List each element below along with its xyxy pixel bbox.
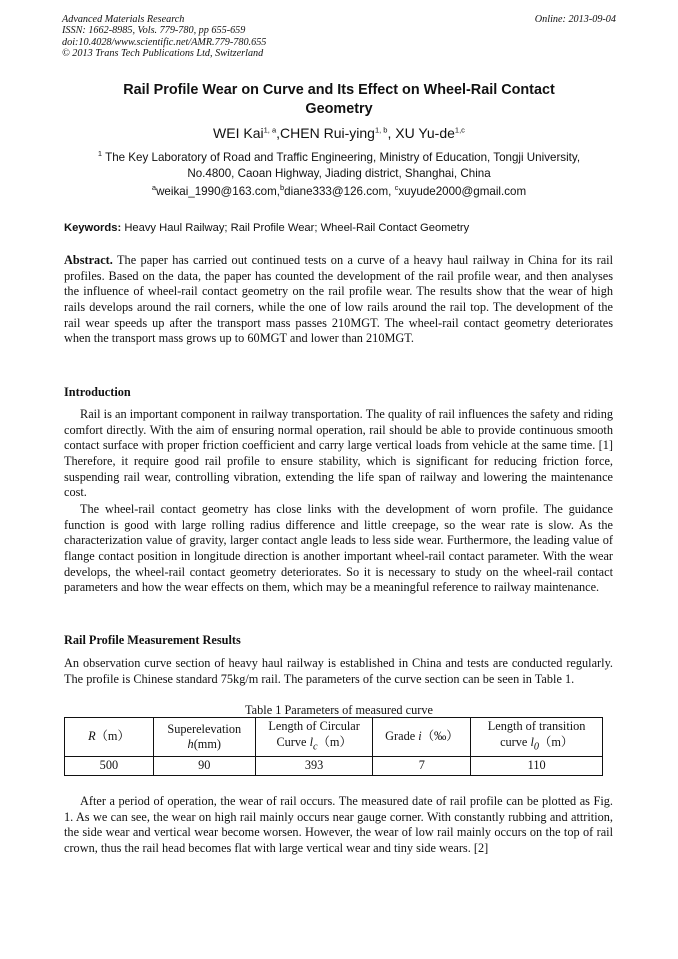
email-address[interactable]: xuyude2000@gmail.com: [398, 185, 527, 198]
journal-name: Advanced Materials Research: [62, 14, 185, 25]
author-name: CHEN Rui-ying: [280, 125, 375, 141]
table-header-cell: Superelevation h(mm): [153, 718, 255, 757]
email-marker: c: [394, 183, 399, 193]
author-sup: 1,c: [454, 125, 465, 135]
table-header-row: [65, 718, 603, 757]
keywords: [64, 221, 614, 235]
keywords-text: Heavy Haul Railway; Rail Profile Wear; Wheel-Rail Contact Geometry: [124, 222, 470, 234]
email-marker: b: [280, 183, 285, 193]
email-list: $^a$weikai_1990@163.com,$^b$diane333@126.com, $^c$xuyude2000@gmail.com: [151, 183, 527, 198]
section-heading-measurement: Rail Profile Measurement Results: [64, 633, 241, 647]
table-cell: 110: [471, 757, 603, 776]
table-cell: 393: [255, 757, 373, 776]
wear-paragraph: After a period of operation, the wear of rail occurs. The measured date of rail profile can be plotted as Fig. 1. As we can see, the wear on high rail mainly occurs near gauge corner. With constantly rubbing and attrition, the side wear and vertical wear become worsen. However, the wear of low rail mainly occurs on the top of rail crown, thus the rail head becomes flat with large vertical wear and tiny side wears. [2]: [64, 794, 613, 855]
intro-paragraph-1: Rail is an important component in railway transportation. The quality of rail influences the safety and riding comfort directly. With the aim of ensuring normal operation, rail should be able to provide continuous smooth contact surface with proper friction coefficient and carry large vertical loads from vehicle at the same time. [1] Therefore, it require good rail profile to ensure stability, which is significant for reducing friction force, suspending rail wear, controlling vibration, extending the life span of railway and lowering the maintenance cost.: [64, 407, 613, 500]
affiliation-marker: 1: [97, 149, 103, 159]
author-list: WEI Kai$^{1, a}$,CHEN Rui-ying$^{1, b}$, XU Yu-de$^{1,c}$: [213, 125, 465, 141]
copyright-line: © 2013 Trans Tech Publications Ltd, Switzerland: [62, 48, 264, 60]
table-cell: 500: [65, 757, 154, 776]
table-caption: Table 1 Parameters of measured curve: [245, 703, 433, 717]
table-cell: 90: [153, 757, 255, 776]
parameters-table: [64, 717, 603, 776]
table-header-cell: Grade i（‰）: [373, 718, 471, 757]
table-row: [65, 757, 603, 776]
section-heading-introduction: Introduction: [64, 385, 131, 399]
table-header-cell: R（m）: [65, 718, 154, 757]
email-address[interactable]: weikai_1990@163.com: [156, 185, 277, 198]
title-line-2: Geometry: [305, 101, 373, 117]
issn-line: ISSN: 1662-8985, Vols. 779-780, pp 655-659: [62, 25, 246, 37]
table-header-cell: Length of Circular Curve $l_c(m)$: [255, 718, 373, 757]
author-name: WEI Kai: [213, 125, 264, 141]
affiliation-line-1: The Key Laboratory of Road and Traffic Engineering, Ministry of Education, Tongji University,: [105, 151, 581, 164]
abstract-label: Abstract.: [64, 253, 113, 267]
title-line-1: Rail Profile Wear on Curve and Its Effect on Wheel-Rail Contact: [123, 82, 555, 98]
paper-title: [64, 81, 614, 119]
table-header-cell: Length of transition curve $l_0(m)$: [471, 718, 603, 757]
journal-header: [62, 14, 616, 60]
author-name: XU Yu-de: [395, 125, 455, 141]
intro-paragraph-2: The wheel-rail contact geometry has close links with the development of worn profile. The guidance function is good with large rolling radius difference and little creepage, so the wear rate is slow. As the characterization value of gravity, larger contact angle leads to less side wear. Furthermore, the leading value of flange contact position in longitude direction is another important wheel-rail contact parameter. With the wear develops, the wheel-rail contact geometry deteriorates. So it is necessary to study on the wheel-rail contact parameters and how the wear effects on them, which may be a meaningful reference to railway maintenance.: [64, 502, 613, 595]
affiliation: [64, 150, 614, 182]
abstract: [64, 253, 613, 347]
author-sup: 1, b: [374, 125, 388, 135]
keywords-label: Keywords:: [64, 222, 122, 234]
table-cell: 7: [373, 757, 471, 776]
affiliation-line-2: No.4800, Caoan Highway, Jiading district, Shanghai, China: [187, 167, 491, 180]
measurement-paragraph: An observation curve section of heavy haul railway is established in China and tests are conducted regularly. The profile is Chinese standard 75kg/m rail. The parameters of the curve section can be seen in Table 1.: [64, 656, 613, 686]
author-sup: 1, a: [263, 125, 277, 135]
email-marker: a: [151, 183, 157, 193]
online-date: Online: 2013-09-04: [534, 14, 616, 25]
doi-line[interactable]: doi:10.4028/www.scientific.net/AMR.779-780.655: [62, 36, 267, 48]
email-address[interactable]: diane333@126.com: [284, 185, 389, 198]
abstract-text: The paper has carried out continued tests on a curve of a heavy haul railway in China for its rail profiles. Based on the data, the paper has counted the development of the rail profile wear, and then analyses the influence of wheel-rail contact geometry on the rail profile wear. The results show that the wear of high rails develops around the rail corners, while the one of low rails around the rail top. The development of the rail wear speeds up after the transport mass passes 210MGT. The wheel-rail contact geometry deteriorates when the transport mass grows up to 60MGT and lower than 210MGT.: [64, 253, 614, 346]
